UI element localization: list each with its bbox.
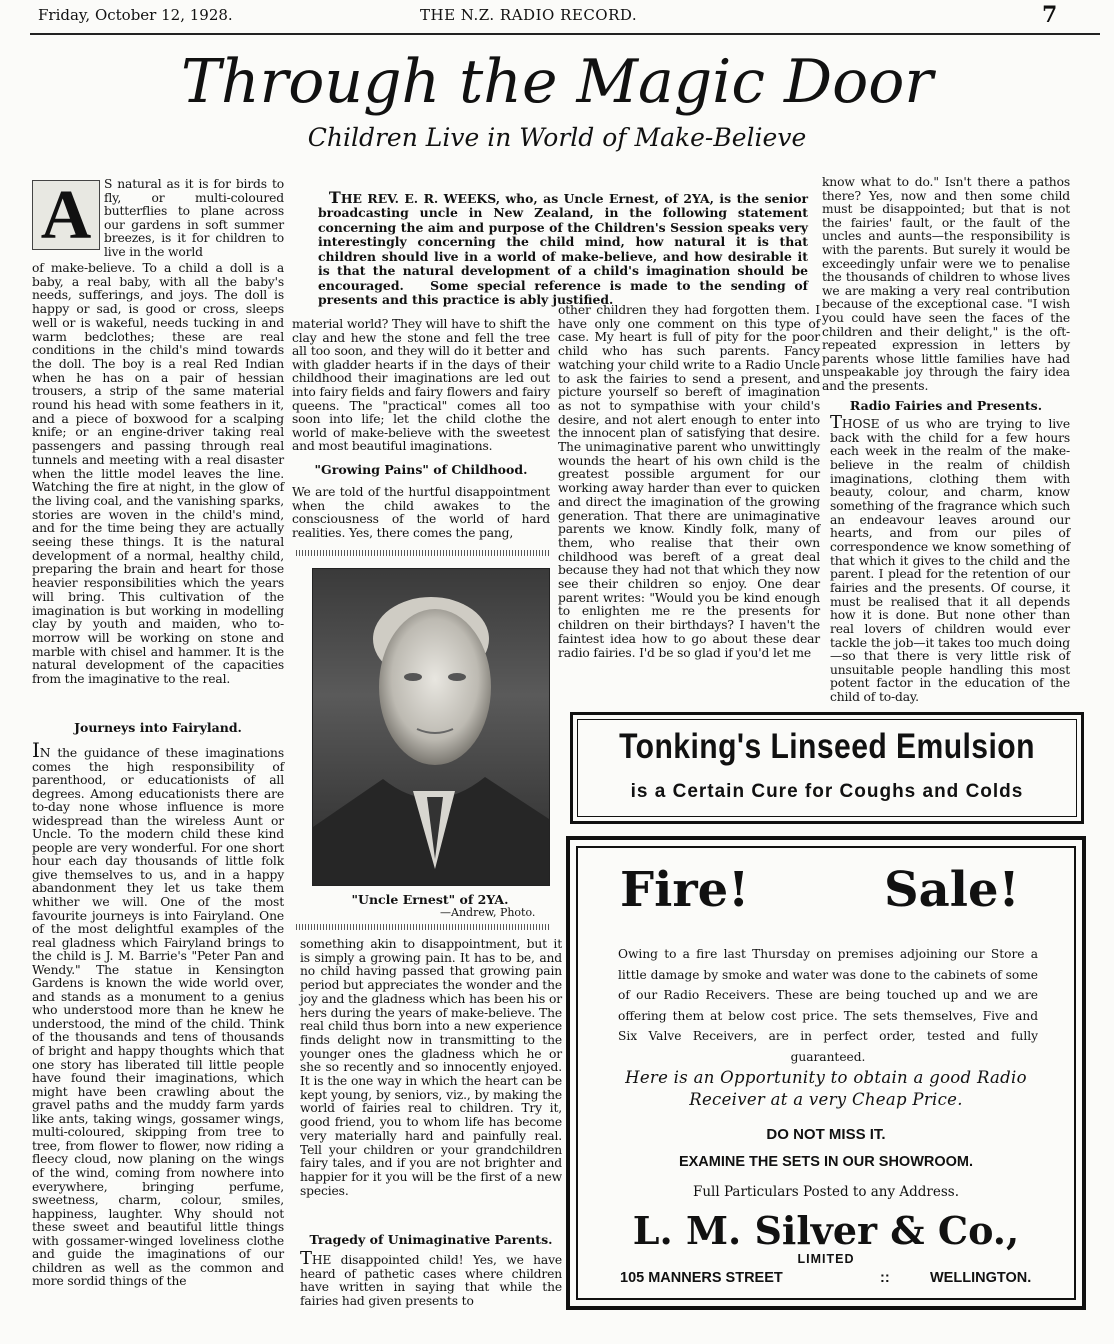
offer-line-1: Here is an Opportunity to obtain a good Radio: [625, 1068, 1027, 1087]
col2-bottom-text: something akin to disappointment, but it is simply a growing pain. It has to be, and no child having passed that growing pain period but appreciates the wonder and the joy and the gladness which has been his or hers during the years of make-believe. The real child thus born into a new experience finds delight now in transmitting to the younger ones the gladness which he or she so recently and so innocently enjoyed. It is the one way in which the heart can be kept young, by seniors, viz., by making the world of fairies real to children. Try it, good friend, you to whom life has become very materially hard and painfully real. Tell your children or your grandchildren fairy tales, and if you are not brighter and happier for it you will be the first of a new species.: [300, 937, 566, 1198]
notice-particulars: Full Particulars Posted to any Address.: [692, 1184, 960, 1200]
heading-growing-pains: "Growing Pains" of Childhood.: [314, 462, 528, 477]
newspaper-name: THE N.Z. RADIO RECORD.: [420, 6, 638, 24]
sale-headline: Sale!: [884, 862, 1020, 918]
offer-line-2: Receiver at a very Cheap Price.: [689, 1090, 963, 1109]
col3-text: other children they had forgotten them. I have only one comment on this type of case. My heart is full of pity for the poor child who has such parents. Fancy watching your child write to a Radio Uncle to ask the fairies to send a present, and picture yourself so bereft of imagination as not to sympathise with your child's desire, and not alert enough to enter into the innocent plan of satisfying that desire. The unimaginative parent who unwittingly wounds the heart of his own child is the greatest possible argument for our working away harder than ever to quicken and direct the imagination of the growing generation. That there are unimaginative parents we know. Kindly folk, many of them, who realise that their own childhood was bereft of a great deal because they had not that which they now see their children so enjoy. One dear parent writes: "Would you be kind enough to enlighten me re the presents for children on their birthdays? I haven't the faintest idea how to go about these dear radio fairies. I'd be so glad if you'd let me: [558, 303, 824, 660]
portrait-figure-icon: [313, 569, 549, 885]
sale-body: Owing to a fire last Thursday on premises adjoining our Store a little damage by smoke and water was done to the cabinets of some of our Radio Receivers. These are being touched up and we are offering them at below cost price. The sets themselves, Five and Six Valve Receivers, are in perfect order, tested and fully guaranteed.: [618, 947, 1038, 1064]
firm-name: L. M. Silver & Co.,: [632, 1208, 1020, 1253]
drop-cap: A: [32, 180, 100, 250]
tragedy-initial: T: [300, 1248, 312, 1269]
intro-statement: [318, 176, 813, 318]
heading-journeys: Journeys into Fairyland.: [74, 720, 242, 735]
intro-text: HE REV. E. R. WEEKS, who, as Uncle Ernest, of 2YA, is the senior broadcasting uncle in New Zealand, in the following statement concerning the aim and purpose of the Children's Session speaks very interestingly concerning the child mind, how natural it is that children should live in a world of make-believe, and how desirable it is that the natural development of a child's imagination should be encouraged. Some special reference is made to the sending of presents and this practice is ably justified.: [318, 190, 813, 307]
journeys-initial: I: [32, 738, 40, 762]
col4-text: know what to do." Isn't there a pathos there? Yes, now and then some child must be disappointed; but that is not the fairies' fault, or the fault of the uncles and aunts—the responsibility is with the parents. But surely it would be exceedingly unfair were we to penalise the thousands of children to whose lives we are making a very real contribution because of the exceptional case. "I wish you could have seen the faces of the children and their delight," is the oft-repeated expression in letters by parents whose little families have had unspeakable joy through the fairy idea and the presents.: [822, 175, 1074, 393]
article-title: Through the Magic Door: [180, 47, 934, 117]
journeys-paragraph: [32, 738, 288, 1314]
masthead-rule: [30, 33, 1100, 35]
col1-main-text: of make-believe. To a child a doll is a baby, a real baby, with all the baby's needs, sufferings, and joys. The doll is happy or sad, is good or cross, sleeps well or is wakeful, needs tucking in and warm bedclothes; these are real conditions in the child's mind towards the doll. The boy is a real Red Indian when he has on a pair of hessian trousers, a strip of the same material round his head with some feathers in it, and a piece of boxwood for a scalping knife; or an engine-driver taking real passengers and passing through real tunnels and meeting with a real disaster when the little model leaves the line. Watching the fire at night, in the glow of the living coal, and the vanishing sparks, stories are woven in the child's mind, and for the time being they are actually seeing these things. It is the natural development of a normal, healthy child, preparing the brain and heart for those heavier responsibilities which the years will bring. This cultivation of the imagination is but working in modelling clay by youth and maiden, who to-morrow will be working on stone and marble with chisel and hammer. It is the natural development of the capacities from the imaginative to the real.: [32, 261, 288, 687]
photo-top-border: [296, 550, 550, 556]
fairies-text: HOSE of us who are trying to live back with the child for a few hours each week in the realm of the make-believe in the realm of childish imaginations, clothing them with beauty, colour, and charm, know something of the fragrance which such an endeavour leaves around our hearts, and from our piles of correspondence we know something of that which it gives to the child and the parent. I plead for the retention of our fairies and the presents. Of course, it must be realised that it all depends how it is done. But none other than real lovers of children would ever tackle the job—it takes too much doing—so that there is very little risk of unsuitable people handling this most potent factor in the education of the child of to-day.: [830, 417, 1074, 705]
notice-do-not-miss: DO NOT MISS IT.: [766, 1126, 886, 1143]
intro-initial: T: [328, 187, 341, 207]
journeys-text: N the guidance of these imaginations comes the high responsibility of parenthood, or educationists of all degrees. Among educationists there are to-day none whose influence is more widespread than the wireless Aunt or Uncle. To the modern child these kind people are very wonderful. For one short hour each day thousands of little folk give themselves to us, and in a happy abandonment they let us take them whither we will. One of the most favourite journeys is into Fairyland. One of the most delightful examples of the real gladness which Fairyland brings to the child is J. M. Barrie's "Peter Pan and Wendy." The statue in Kensington Gardens is known the wide world over, and stands as a monument to a genius who understood more than he knew he understood, the mind of the child. Think of the thousands and tens of thousands of bright and happy thoughts which that one story has liberated till little people have found their imaginations, which might have been crawling about the gravel paths and the muddy farm yards like ants, taking wings, gossamer wings, multi-coloured, skipping from tree to tree, from flower to flower, now riding a fleecy cloud, now planing on the wings of the wind, coming from nowhere into everywhere, bringing perfume, sweetness, charm, colour, smiles, happiness, laughter. Why should not these sweet and beautiful little things with gossamer-winged loveliness clothe and guide the imaginations of our children as well as the common and more sordid things of the: [32, 746, 288, 1289]
col1-top-text: S natural as it is for birds to fly, or multi-coloured butterflies to plane across our gardens in soft summer breezes, is it for children to live in the world: [104, 177, 288, 259]
article-subtitle: Children Live in World of Make-Believe: [307, 123, 807, 152]
firm-address: 105 MANNERS STREET: [620, 1270, 783, 1286]
tragedy-text: HE disappointed child! Yes, we have heard of pathetic cases where children have written in saying that while the fairies had given presents to: [300, 1253, 566, 1308]
tonking-tagline: is a Certain Cure for Coughs and Colds: [630, 781, 1024, 802]
fairies-initial: T: [830, 412, 842, 433]
firm-limited: LIMITED: [797, 1252, 855, 1266]
tonking-headline: Tonking's Linseed Emulsion: [619, 727, 1035, 766]
tonking-advert: [570, 712, 1084, 824]
portrait-photo: [312, 568, 550, 886]
firm-city: WELLINGTON.: [930, 1270, 1032, 1286]
heading-tragedy: Tragedy of Unimaginative Parents.: [309, 1232, 553, 1247]
fire-headline: Fire!: [620, 862, 750, 918]
fire-sale-advert: [566, 836, 1086, 1310]
heading-radio-fairies: Radio Fairies and Presents.: [849, 398, 1043, 413]
notice-examine: EXAMINE THE SETS IN OUR SHOWROOM.: [678, 1154, 974, 1170]
col2-top-text: material world? They will have to shift the clay and hew the stone and fell the tree all too soon, and they will do it better and with gladder hearts if in the days of their childhood their imaginations are led out into fairy fields and fairy flowers and fairy queens. The "practical" comes all too soon into life; let the child clothe the world of make-believe with the sweetest and most beautiful imaginations.: [292, 317, 554, 454]
tragedy-paragraph: [300, 1248, 566, 1318]
fairies-paragraph: [830, 412, 1074, 705]
photo-caption: "Uncle Ernest" of 2YA.: [351, 892, 509, 907]
growing-pains-text: We are told of the hurtful disappointment when the child awakes to the consciousness of the world of hard realities. Yes, there comes the pang,: [292, 485, 554, 540]
address-separator: ::: [880, 1270, 890, 1286]
page-number: 7: [1042, 2, 1058, 28]
issue-date: Friday, October 12, 1928.: [38, 6, 233, 24]
photo-bottom-border: [296, 924, 550, 930]
photo-credit: —Andrew, Photo.: [440, 906, 536, 919]
